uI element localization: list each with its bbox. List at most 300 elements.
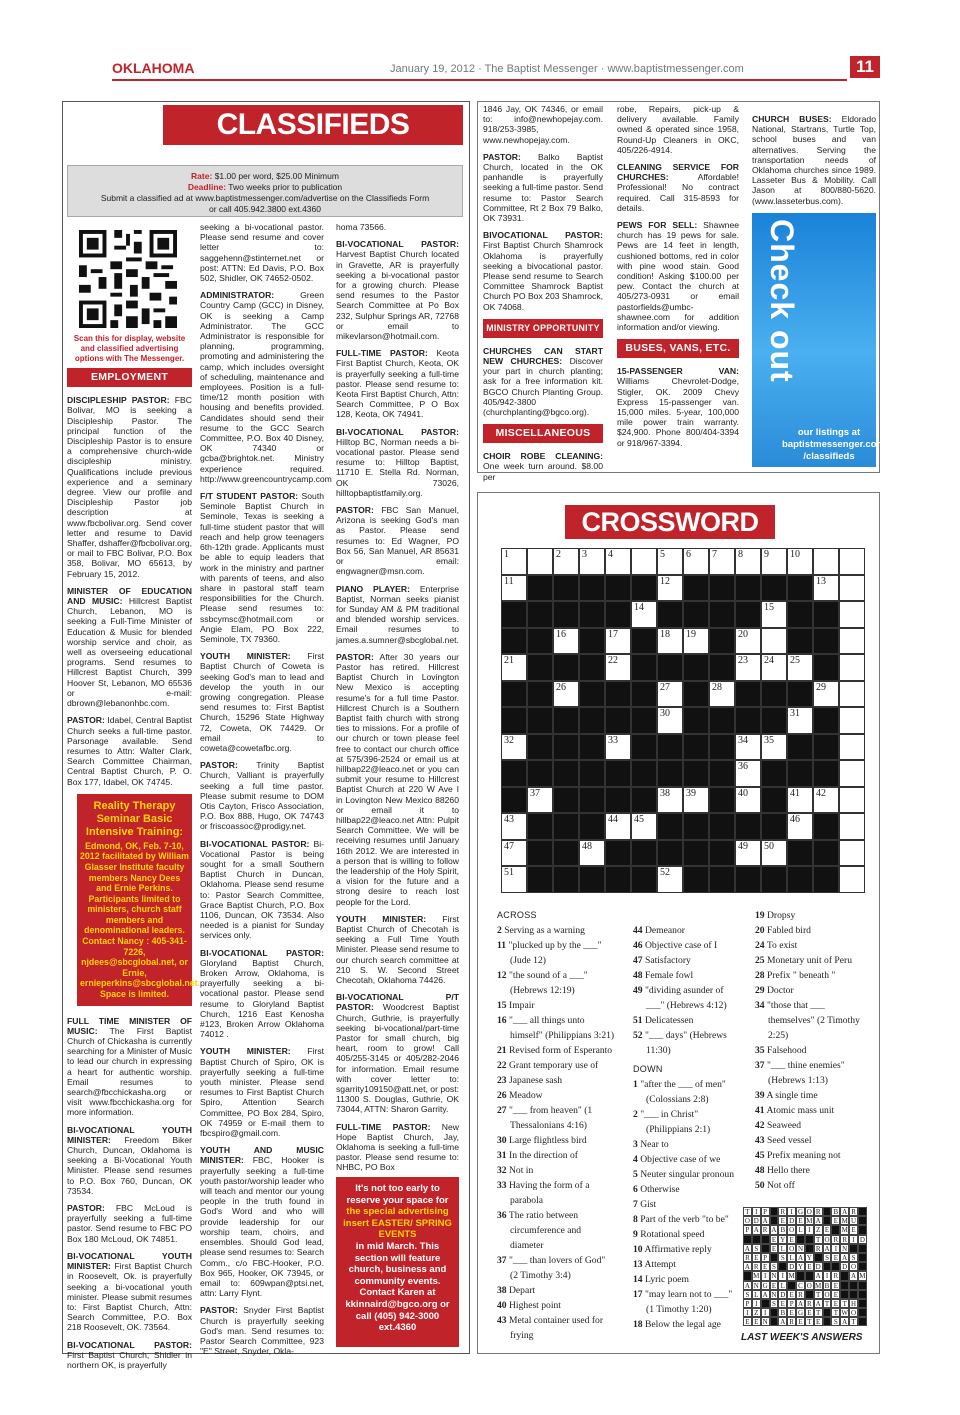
col2-listings: [200, 222, 332, 1357]
crossword-cell[interactable]: [605, 840, 631, 867]
crossword-cell[interactable]: [839, 707, 865, 734]
crossword-cell[interactable]: [657, 601, 683, 628]
listing-heading: FULL TIME MINISTER OF MUSIC:: [67, 1015, 192, 1036]
crossword-cell[interactable]: [787, 681, 813, 708]
cell-number: 23: [738, 655, 748, 666]
crossword-cell[interactable]: [579, 575, 605, 602]
answer-cell: S: [849, 1253, 858, 1262]
answer-cell: T: [814, 1308, 823, 1317]
crossword-cell[interactable]: [709, 840, 735, 867]
clue-text-cont: himself" (Philippians 3:21): [510, 1030, 615, 1041]
crossword-cell[interactable]: [735, 575, 761, 602]
crossword-cell[interactable]: [657, 654, 683, 681]
crossword-cell[interactable]: [761, 813, 787, 840]
crossword-cell[interactable]: [579, 628, 605, 655]
cell-number: 19: [686, 628, 696, 640]
clue-number: 33: [497, 1180, 507, 1191]
crossword-cell[interactable]: [735, 787, 761, 814]
crossword-cell[interactable]: [501, 840, 527, 867]
crossword-cell[interactable]: [527, 681, 553, 708]
crossword-cell[interactable]: [787, 734, 813, 761]
clue-text: Meadow: [509, 1090, 543, 1101]
down-clues: [633, 1077, 753, 1332]
crossword-cell[interactable]: [501, 707, 527, 734]
listing-heading: YOUTH MINISTER:: [200, 651, 291, 662]
dateline: January 19, 2012 · The Baptist Messenger · www.baptistmessenger.com: [390, 63, 744, 75]
crossword-cell[interactable]: [501, 787, 527, 814]
crossword-cell[interactable]: [683, 548, 709, 575]
answer-cell: E: [787, 1308, 796, 1317]
clue-number: 29: [755, 985, 765, 996]
crossword-cell[interactable]: [553, 575, 579, 602]
crossword-cell[interactable]: [631, 601, 657, 628]
crossword-cell[interactable]: [553, 787, 579, 814]
crossword-cell[interactable]: [657, 707, 683, 734]
crossword-cell[interactable]: [527, 866, 553, 893]
listing-text: Trinity Baptist Church, Valliant is prayerfully seeking a full time pastor. Please submit resume to DOM Otis Cayton, Frisco Association, P.O. Box 888, Hugo, OK 74743 or friscoassoc@prodigy.net.: [200, 760, 324, 832]
clue-item: [755, 938, 875, 953]
clue-text-cont: (Philippians 2:1): [646, 1124, 711, 1135]
crossword-cell[interactable]: [709, 707, 735, 734]
crossword-cell[interactable]: [605, 628, 631, 655]
state-label: OKLAHOMA: [112, 60, 195, 76]
crossword-cell[interactable]: [657, 681, 683, 708]
crossword-cell[interactable]: [631, 707, 657, 734]
crossword-cell[interactable]: [813, 866, 839, 893]
cell-number: 7: [712, 549, 717, 560]
crossword-cell[interactable]: [605, 707, 631, 734]
clue-item: [497, 1013, 625, 1043]
crossword-cell[interactable]: [813, 734, 839, 761]
crossword-cell[interactable]: [527, 840, 553, 867]
crossword-cell[interactable]: [657, 866, 683, 893]
crossword-cell[interactable]: [735, 813, 761, 840]
crossword-cell[interactable]: [813, 654, 839, 681]
crossword-cell[interactable]: [761, 787, 787, 814]
crossword-cell[interactable]: [527, 575, 553, 602]
listing-heading: BI-VOCATIONAL PASTOR:: [336, 239, 459, 250]
classified-listing: [200, 1046, 324, 1138]
crossword-cell[interactable]: [787, 840, 813, 867]
listing-text: First Baptist Church of Coweta is seeking God's man to lead and develop the youth in our growing congregation. Please send resumes to: First Baptist Church, 15296 State Highway 72, Coweta, OK 74429. Or email to coweta@cowetafbc.org.: [200, 651, 325, 753]
crossword-cell[interactable]: [839, 787, 865, 814]
crossword-cell[interactable]: [709, 866, 735, 893]
crossword-cell[interactable]: [501, 734, 527, 761]
crossword-cell[interactable]: [579, 813, 605, 840]
listing-heading: BI-VOCATIONAL PASTOR:: [336, 426, 459, 437]
crossword-cell[interactable]: [839, 734, 865, 761]
deadline-value: Two weeks prior to publication: [228, 182, 343, 192]
crossword-cell[interactable]: [839, 760, 865, 787]
crossword-cell[interactable]: [683, 840, 709, 867]
clue-number: 51: [633, 1015, 643, 1026]
crossword-cell[interactable]: [709, 787, 735, 814]
crossword-cell[interactable]: [761, 707, 787, 734]
crossword-cell[interactable]: [631, 628, 657, 655]
crossword-cell[interactable]: [501, 628, 527, 655]
listing-text: Hillcrest Baptist Church, Lebanon, MO is seeking a Full-Time Minister of Education & Music for blended worship service and choir, as well as overseeing educational programs. Send resumes to Hillcrest Baptist Church, 399 Hoover St, Lebanon, MO 65536 or e-mail: dbrown@lebanonhbc.com.: [67, 596, 193, 709]
listing-text: Balko Baptist Church, located in the OK panhandle is prayerfully seeking a full-time pastor. Send resume to: Pastor Search Committee, Rt 2 Box 79 Balko, OK 73931.: [483, 151, 603, 224]
col5b-listings: [617, 366, 739, 448]
crossword-cell[interactable]: [761, 548, 787, 575]
clue-number: 37: [755, 1060, 765, 1071]
clue-text: Seaweed: [767, 1120, 802, 1131]
answer-cell: C: [796, 1281, 805, 1290]
listing-heading: CHURCHES CAN START NEW CHURCHES:: [483, 345, 603, 367]
crossword-cell[interactable]: [839, 866, 865, 893]
clue-number: 37: [497, 1255, 507, 1266]
cell-number: 8: [738, 549, 743, 560]
crossword-cell[interactable]: [839, 681, 865, 708]
crossword-cell[interactable]: [839, 813, 865, 840]
answer-cell: R: [796, 1290, 805, 1299]
crossword-cell[interactable]: [813, 840, 839, 867]
crossword-cell[interactable]: [813, 575, 839, 602]
crossword-cell[interactable]: [605, 601, 631, 628]
crossword-cell[interactable]: [657, 787, 683, 814]
answer-cell: O: [789, 1244, 795, 1253]
crossword-cell[interactable]: [683, 654, 709, 681]
crossword-cell[interactable]: [683, 734, 709, 761]
crossword-cell[interactable]: [605, 575, 631, 602]
crossword-cell[interactable]: [761, 681, 787, 708]
clue-item: [755, 1178, 875, 1193]
crossword-cell[interactable]: [527, 628, 553, 655]
clue-number: 38: [497, 1285, 507, 1296]
crossword-cell[interactable]: [709, 601, 735, 628]
column-1: [67, 224, 201, 1370]
answer-cell: [840, 1290, 849, 1299]
clue-item: [755, 1103, 875, 1118]
crossword-cell[interactable]: [605, 654, 631, 681]
answer-cell: E: [770, 1244, 779, 1253]
crossword-cell[interactable]: [553, 840, 579, 867]
crossword-cell[interactable]: [527, 707, 553, 734]
crossword-cell[interactable]: [787, 760, 813, 787]
answer-row: [743, 1244, 867, 1253]
crossword-cell[interactable]: [683, 787, 709, 814]
crossword-cell[interactable]: [553, 654, 579, 681]
crossword-cell[interactable]: [631, 813, 657, 840]
clue-item: [497, 998, 625, 1013]
crossword-cell[interactable]: [787, 628, 813, 655]
reality-ad-body: Edmond, OK, Feb. 7-10, 2012 facilitated by William Glasser Institute faculty members Nancy Dees and Ernie Perkins. Participants limited to ministers, church staff members and denominational leaders. Contact Nancy : 405-341-7226, njdees@sbcglobal.net, or Ernie, ernieperkins@sbcglobal.net. Space is limited.: [80, 840, 201, 1000]
crossword-cell[interactable]: [553, 681, 579, 708]
crossword-cell[interactable]: [657, 734, 683, 761]
answer-cell: [840, 1281, 849, 1290]
crossword-cell[interactable]: [527, 548, 553, 575]
listing-heading: BIVOCATIONAL PASTOR:: [483, 230, 603, 241]
crossword-cell[interactable]: [527, 813, 553, 840]
clue-text: Below the legal age: [645, 1319, 721, 1330]
clue-text: In the direction of: [509, 1150, 578, 1161]
answer-cell: [770, 1317, 779, 1326]
crossword-cell[interactable]: [657, 813, 683, 840]
cell-number: 38: [660, 787, 670, 799]
reality-therapy-ad[interactable]: [77, 794, 201, 1006]
crossword-cell[interactable]: [501, 654, 527, 681]
crossword-cell[interactable]: [605, 760, 631, 787]
cell-number: 44: [608, 814, 618, 825]
crossword-cell[interactable]: [657, 840, 683, 867]
crossword-cell[interactable]: [553, 813, 579, 840]
crossword-cell[interactable]: [787, 813, 813, 840]
listing-heading: PASTOR:: [336, 505, 374, 516]
across-heading: ACROSS: [497, 910, 537, 920]
clue-item: [633, 983, 753, 1013]
crossword-cell[interactable]: [735, 840, 761, 867]
crossword-cell[interactable]: [553, 628, 579, 655]
answer-cell: E: [831, 1299, 840, 1308]
last-week-answers-grid: [743, 1207, 867, 1327]
crossword-cell[interactable]: [579, 840, 605, 867]
easter-ad-line-4: Contact Karen at kkinnaird@bgco.org or call (405) 942-3000 ext.4360: [345, 1287, 450, 1334]
crossword-cell[interactable]: [709, 813, 735, 840]
crossword-cell[interactable]: [735, 548, 761, 575]
crossword-cell[interactable]: [839, 628, 865, 655]
crossword-cell[interactable]: [631, 760, 657, 787]
crossword-cell[interactable]: [631, 866, 657, 893]
clue-item: [633, 1197, 753, 1212]
crossword-cell[interactable]: [735, 734, 761, 761]
cell-number: 1: [504, 549, 509, 560]
crossword-cell[interactable]: [839, 654, 865, 681]
crossword-cell[interactable]: [683, 628, 709, 655]
crossword-cell[interactable]: [813, 681, 839, 708]
clue-text: Lyric poem: [645, 1274, 689, 1285]
crossword-cell[interactable]: [839, 601, 865, 628]
clue-item: [633, 1107, 753, 1137]
crossword-cell[interactable]: [813, 548, 839, 575]
classified-listing: [67, 1251, 192, 1333]
crossword-cell[interactable]: [579, 734, 605, 761]
clue-item: [633, 923, 753, 938]
crossword-cell[interactable]: [631, 681, 657, 708]
crossword-cell[interactable]: [553, 601, 579, 628]
crossword-cell[interactable]: [709, 760, 735, 787]
crossword-cell[interactable]: [709, 734, 735, 761]
crossword-cell[interactable]: [709, 681, 735, 708]
crossword-cell[interactable]: [761, 628, 787, 655]
easter-insert-ad[interactable]: [336, 1177, 459, 1347]
crossword-cell[interactable]: [709, 628, 735, 655]
cell-number: 10: [790, 549, 800, 560]
crossword-cell[interactable]: [761, 760, 787, 787]
clue-item: [497, 1133, 625, 1148]
answer-cell: Y: [806, 1253, 812, 1262]
listing-heading: PASTOR:: [200, 760, 238, 771]
clue-text: "plucked up by the ___": [508, 940, 602, 951]
clue-number: 43: [497, 1315, 507, 1326]
crossword-cell[interactable]: [761, 601, 787, 628]
crossword-cell[interactable]: [605, 787, 631, 814]
crossword-cell[interactable]: [709, 548, 735, 575]
answer-cell: M: [753, 1272, 760, 1281]
crossword-cell[interactable]: [501, 548, 527, 575]
answer-row: [743, 1262, 867, 1271]
clue-text: Near to: [640, 1139, 669, 1150]
answer-cell: H: [851, 1299, 857, 1308]
crossword-cell[interactable]: [787, 601, 813, 628]
crossword-cell[interactable]: [683, 601, 709, 628]
crossword-cell[interactable]: [579, 707, 605, 734]
clue-number: 2: [633, 1109, 638, 1120]
crossword-cell[interactable]: [501, 760, 527, 787]
clue-item: [497, 1073, 625, 1088]
clue-text: "after the ___ of men": [640, 1079, 726, 1090]
crossword-cell[interactable]: [657, 548, 683, 575]
clue-text: Delicatessen: [645, 1015, 694, 1026]
answer-cell: O: [851, 1309, 857, 1318]
answer-cell: [831, 1262, 840, 1271]
crossword-cell[interactable]: [735, 601, 761, 628]
listing-text: Hilltop BC, Norman needs a bi-vocational pastor. Please send resume to: Hilltop Baptist, 11710 E. Stella Rd. Norman, OK 73026, hilltopbaptistfamily.org.: [336, 436, 459, 498]
clue-number: 4: [633, 1154, 638, 1165]
crossword-cell[interactable]: [605, 734, 631, 761]
answer-cell: T: [840, 1299, 849, 1308]
answer-cell: S: [778, 1253, 787, 1262]
answer-cell: A: [744, 1281, 750, 1290]
easter-ad-line-3: in mid March. This section will feature church, business and community events.: [348, 1240, 447, 1287]
crossword-cell[interactable]: [735, 866, 761, 893]
answer-cell: L: [752, 1290, 761, 1299]
crossword-cell[interactable]: [709, 575, 735, 602]
clue-text: Not in: [509, 1165, 534, 1176]
crossword-cell[interactable]: [605, 866, 631, 893]
crossword-cell[interactable]: [579, 760, 605, 787]
crossword-cell[interactable]: [631, 734, 657, 761]
crossword-cell[interactable]: [527, 654, 553, 681]
crossword-cell[interactable]: [787, 654, 813, 681]
crossword-cell[interactable]: [501, 601, 527, 628]
crossword-cell[interactable]: [553, 734, 579, 761]
crossword-cell[interactable]: [735, 681, 761, 708]
crossword-cell[interactable]: [553, 760, 579, 787]
answer-row: [743, 1317, 867, 1326]
crossword-cell[interactable]: [527, 760, 553, 787]
crossword-cell[interactable]: [657, 575, 683, 602]
answer-cell: A: [744, 1244, 750, 1253]
crossword-cell[interactable]: [657, 760, 683, 787]
checkout-listings-ad[interactable]: [752, 213, 885, 467]
classified-listing: [336, 348, 459, 419]
crossword-cell[interactable]: [839, 840, 865, 867]
crossword-cell[interactable]: [527, 734, 553, 761]
crossword-cell[interactable]: [527, 787, 553, 814]
crossword-cell[interactable]: [605, 548, 631, 575]
crossword-cell[interactable]: [813, 707, 839, 734]
cell-number: 15: [764, 602, 774, 613]
column-6: [752, 114, 876, 212]
crossword-cell[interactable]: [787, 575, 813, 602]
crossword-cell[interactable]: [579, 654, 605, 681]
qr-code-icon[interactable]: [79, 230, 177, 328]
crossword-cell[interactable]: [787, 787, 813, 814]
crossword-cell[interactable]: [735, 628, 761, 655]
crossword-cell[interactable]: [553, 707, 579, 734]
crossword-cell[interactable]: [631, 654, 657, 681]
crossword-cell[interactable]: [683, 681, 709, 708]
crossword-cell[interactable]: [683, 760, 709, 787]
clue-text: Not off: [767, 1180, 795, 1191]
crossword-cell[interactable]: [579, 866, 605, 893]
crossword-cell[interactable]: [631, 787, 657, 814]
crossword-cell[interactable]: [813, 813, 839, 840]
crossword-cell[interactable]: [579, 548, 605, 575]
clue-item: [633, 1257, 753, 1272]
crossword-cell[interactable]: [579, 681, 605, 708]
answer-row: [743, 1225, 867, 1234]
listing-text: New Hope Baptist Church, Jay, Oklahoma is seeking a full-time pastor. Please send resume to: NHBC, PO Box: [336, 1121, 459, 1173]
crossword-cell[interactable]: [683, 866, 709, 893]
answer-cell: M: [841, 1226, 848, 1235]
listing-text: Snyder First Baptist Church is prayerfully seeking God's man. Send resumes to: Pastor Search Committee, 923 "E" Street, Snyder, Okla-: [200, 1305, 324, 1357]
answer-cell: G: [797, 1208, 804, 1216]
clue-item: [755, 1163, 875, 1178]
crossword-cell[interactable]: [709, 654, 735, 681]
crossword-cell[interactable]: [631, 548, 657, 575]
crossword-cell[interactable]: [787, 866, 813, 893]
crossword-grid[interactable]: [501, 548, 865, 892]
crossword-cell[interactable]: [631, 575, 657, 602]
crossword-cell[interactable]: [631, 840, 657, 867]
crossword-cell[interactable]: [787, 548, 813, 575]
crossword-cell[interactable]: [735, 707, 761, 734]
crossword-cell[interactable]: [735, 760, 761, 787]
crossword-cell[interactable]: [813, 787, 839, 814]
crossword-cell[interactable]: [761, 840, 787, 867]
crossword-cell[interactable]: [553, 548, 579, 575]
crossword-cell[interactable]: [839, 548, 865, 575]
crossword-cell[interactable]: [501, 813, 527, 840]
crossword-cell[interactable]: [787, 707, 813, 734]
crossword-cell[interactable]: [683, 575, 709, 602]
crossword-cell[interactable]: [527, 601, 553, 628]
crossword-cell[interactable]: [813, 601, 839, 628]
crossword-cell[interactable]: [813, 628, 839, 655]
crossword-cell[interactable]: [839, 575, 865, 602]
answer-cell: [796, 1235, 805, 1244]
crossword-cell[interactable]: [605, 813, 631, 840]
crossword-cell[interactable]: [761, 734, 787, 761]
col4-listings: [483, 104, 603, 312]
crossword-cell[interactable]: [579, 787, 605, 814]
crossword-cell[interactable]: [761, 866, 787, 893]
easter-ad-line-2: the special advertising insert EASTER/ SPRING EVENTS: [343, 1206, 452, 1241]
crossword-cell[interactable]: [501, 681, 527, 708]
crossword-cell[interactable]: [553, 866, 579, 893]
column-2: [200, 222, 332, 1357]
answer-cell: I: [805, 1225, 814, 1234]
clue-text: Prefix " beneath ": [767, 970, 836, 981]
crossword-cell[interactable]: [501, 866, 527, 893]
clue-item: [633, 1272, 753, 1287]
answer-cell: B: [823, 1281, 832, 1290]
crossword-cell[interactable]: [761, 575, 787, 602]
answer-cell: T: [823, 1299, 832, 1308]
crossword-cell[interactable]: [501, 575, 527, 602]
crossword-cell[interactable]: [735, 654, 761, 681]
crossword-cell[interactable]: [683, 813, 709, 840]
clue-text: "___ thine enemies": [767, 1060, 845, 1071]
crossword-cell[interactable]: [761, 654, 787, 681]
crossword-cell[interactable]: [579, 601, 605, 628]
crossword-cell[interactable]: [683, 707, 709, 734]
classified-listing: [336, 914, 459, 985]
crossword-cell[interactable]: [605, 681, 631, 708]
crossword-cell[interactable]: [657, 628, 683, 655]
crossword-cell[interactable]: [813, 760, 839, 787]
